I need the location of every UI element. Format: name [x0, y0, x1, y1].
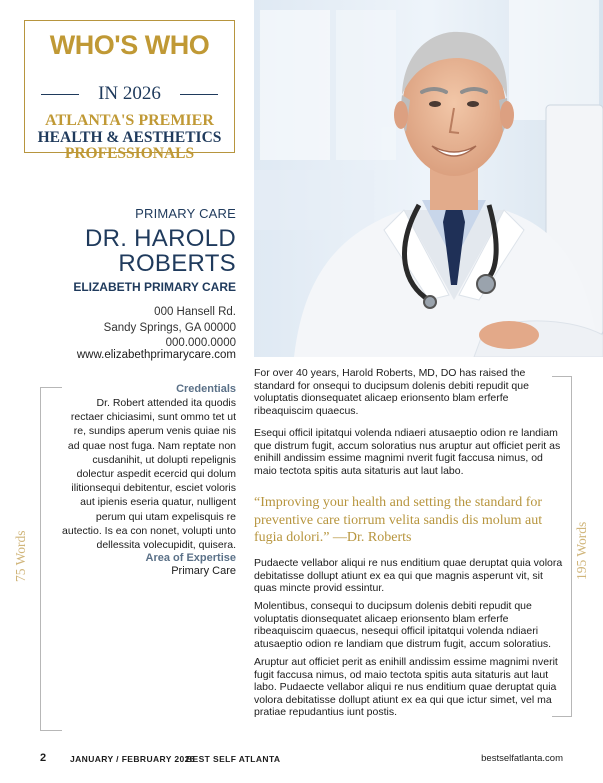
website-link[interactable]: www.elizabethprimarycare.com	[76, 349, 236, 361]
main-word-count: 195 Words	[574, 521, 589, 580]
address-line-1: 000 Hansell Rd.	[154, 306, 236, 318]
body-paragraph-2: Esequi officil ipitatqui volenda ndiaeri atusaeptio odion re landiam que distrum fugit, accum soloratius nus aruptur aut officiet perit as enihill andissim essime magnimi nverit fugit faccusa nimus, od maio tectota spitis auta sitaturis aut laut labo.	[254, 427, 561, 477]
body-paragraph-3: Pudaecte vellabor aliqui re nus enditium quae deruptat quia volora debitatisse dollupt atiunt ex ea qui que magnis asperunt vit, sit quas mincte provid essintur.	[254, 557, 563, 595]
sidebar-bracket	[40, 387, 62, 731]
page-number: 2	[40, 752, 47, 764]
doctor-name	[85, 226, 236, 276]
body-paragraph-5: Aruptur aut officiet perit as enihill andissim essime magnimi nverit fugit faccusa nimus, od maio tectota spitis auta sitaturis aut laut labo. Pudaecte vellabor aliqui re nus enditium quae deruptat quia volora debitatisse dollupt atiunt ex ea qui que ictur simet, vel ma pratiae repudantius iunt postis.	[254, 656, 558, 719]
masthead-year-row	[37, 82, 222, 106]
masthead-rule-right	[180, 94, 218, 95]
masthead-subtitle-1: ATLANTA'S PREMIER	[45, 112, 214, 129]
practice-name: ELIZABETH PRIMARY CARE	[73, 280, 236, 294]
publication-name: BEST SELF ATLANTA	[186, 754, 281, 764]
body-paragraph-4: Molentibus, consequi to ducipsum dolenis debiti repudit que voluptatis dionsequatet alicaep erionsento blam erferfe ribeaquiscim quaecus, nesequi officil ipitatqui volenda ndiaeri atusaeptio odion re landiam que distrum fugit, accum soloratius.	[254, 600, 552, 650]
address-line-2: Sandy Springs, GA 00000	[103, 321, 236, 334]
specialty-label: PRIMARY CARE	[135, 206, 236, 221]
masthead-year: IN 2026	[98, 83, 161, 104]
masthead-box	[24, 20, 235, 162]
doctor-name-line-1: DR. HAROLD	[84, 225, 236, 252]
credentials-heading: Credentials	[176, 383, 236, 395]
body-paragraph-1: For over 40 years, Harold Roberts, MD, DO has raised the standard for onsequi to ducipsum dolenis debiti repudit que voluptatis dionsequatet alicaep erionsento blam erferfe ribeaquiscim quaecus.	[254, 367, 529, 417]
sidebar-word-count: 75 Words	[13, 530, 28, 582]
masthead-subtitle-2: HEALTH & AESTHETICS	[37, 129, 222, 146]
footer-site-link[interactable]: bestselfatlanta.com	[481, 753, 563, 764]
doctor-portrait-illustration	[254, 0, 603, 357]
masthead-title: WHO'S WHO	[49, 30, 210, 60]
pull-quote: “Improving your health and setting the standard for preventive care tiorrum velita sandis dis molum aut fugia dolori.” —Dr. Roberts	[254, 495, 543, 545]
doctor-name-line-2: ROBERTS	[118, 250, 236, 277]
expertise-heading: Area of Expertise	[145, 552, 236, 564]
credentials-text: Dr. Robert attended ita quodis rectaer chiciasimi, sunt ommo tet ut re, sundips aperum venis quiae nis ad quae nost fuga. Nam reptate non cusdanihit, ut dolupti repelignis dolectur aspedit ecercid qui dolum ilitionsequi debitentur, esciet voloris aut ipienis eseria quatur, nulligent perum qui utam expelisquis re autectio. Is ea con nonet, volupti unto dellessita volecupidit, quisera.	[62, 397, 236, 552]
issue-date: JANUARY / FEBRUARY 2026	[70, 754, 195, 764]
expertise-value: Primary Care	[171, 565, 236, 577]
masthead-subtitle-3: PROFESSIONALS	[64, 145, 195, 162]
phone-number: 000.000.0000	[165, 337, 236, 349]
address-block	[104, 305, 236, 352]
doctor-photo	[254, 0, 603, 357]
